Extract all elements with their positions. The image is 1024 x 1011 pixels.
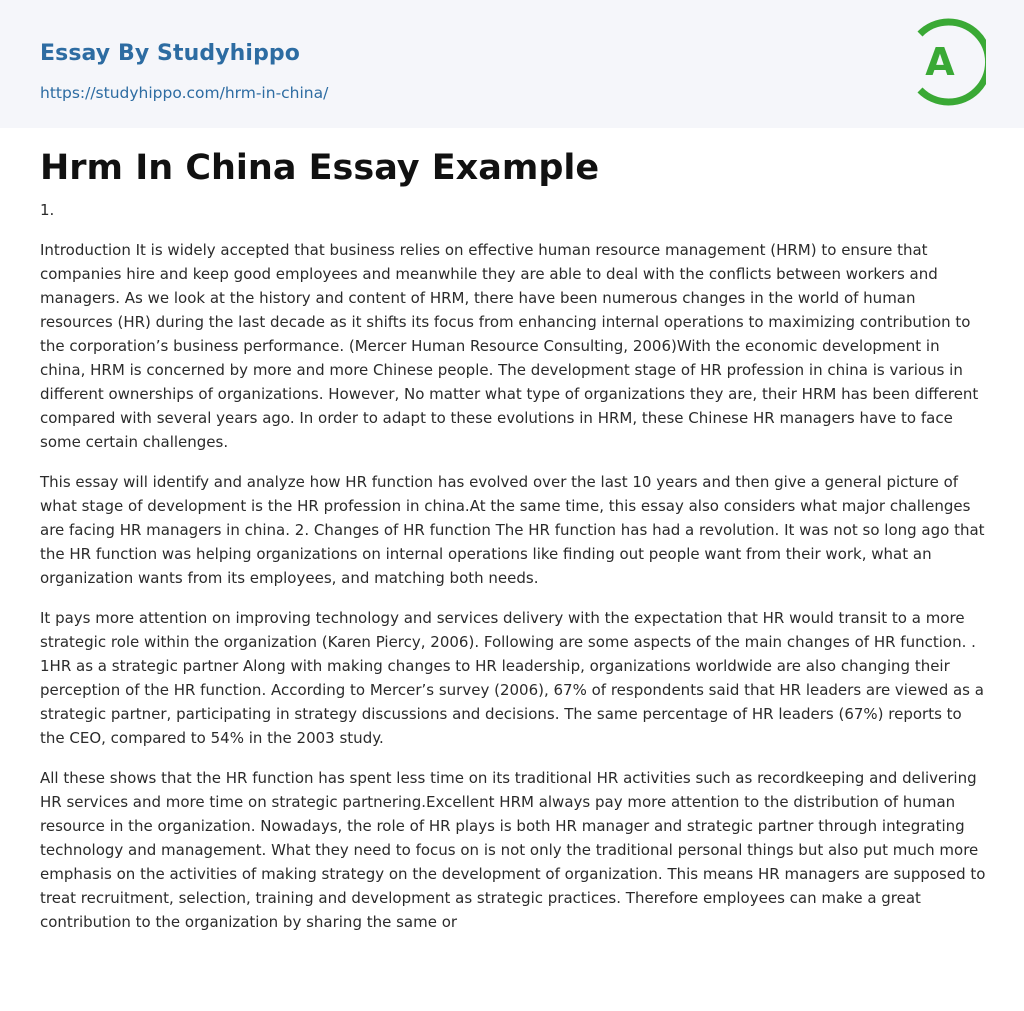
page-url-link[interactable]: https://studyhippo.com/hrm-in-china/	[40, 84, 329, 102]
site-brand[interactable]: Essay By Studyhippo	[40, 41, 300, 66]
essay-paragraph-4: All these shows that the HR function has spent less time on its traditional HR activities such as recordkeeping and delivering HR services and more time on strategic partnering.Excellent HRM always pay more attention to the distribution of human resource in the organization. Nowadays, the role of HR plays is both HR manager and strategic partner through integrating technology and management. What they need to focus on is not only the traditional personal things but also put much more emphasis on the activities of making strategy on the development of organization. This means HR managers are supposed to treat recruitment, selection, training and development as strategic practices. Therefore employees can make a great contribution to the organization by sharing the same or	[40, 769, 986, 931]
essay-paragraph-3: It pays more attention on improving technology and services delivery with the expectation that HR would transit to a more strategic role within the organization (Karen Piercy, 2006). Following are some aspects of the main changes of HR function. . 1HR as a strategic partner Along with making changes to HR leadership, organizations worldwide are also changing their perception of the HR function. According to Mercer’s survey (2006), 67% of respondents said that HR leaders are viewed as a strategic partner, participating in strategy discussions and decisions. The same percentage of HR leaders (67%) reports to the CEO, compared to 54% in the 2003 study.	[40, 609, 984, 747]
essay-content	[40, 146, 986, 934]
site-header	[0, 0, 1024, 128]
essay-paragraph-2: This essay will identify and analyze how HR function has evolved over the last 10 years and then give a general picture of what stage of development is the HR profession in china.At the same time, this essay also considers what major challenges are facing HR managers in china. 2. Changes of HR function The HR function has had a revolution. It was not so long ago that the HR function was helping organizations on internal operations like finding out people want from their work, what an organization wants from its employees, and matching both needs.	[40, 473, 985, 587]
essay-paragraph-1: Introduction It is widely accepted that business relies on effective human resource management (HRM) to ensure that companies hire and keep good employees and meanwhile they are able to deal with the conflicts between workers and managers. As we look at the history and content of HRM, there have been numerous changes in the world of human resources (HR) during the last decade as it shifts its focus from enhancing internal operations to maximizing contribution to the corporation’s business performance. (Mercer Human Resource Consulting, 2006)With the economic development in china, HRM is concerned by more and more Chinese people. The development stage of HR profession in china is various in different ownerships of organizations. However, No matter what type of organizations they are, their HRM has been different compared with several years ago. In order to adapt to these evolutions in HRM, these Chinese HR managers have to face some certain challenges.	[40, 241, 979, 451]
page-title: Hrm In China Essay Example	[40, 148, 600, 188]
logo-letter: A	[925, 40, 955, 84]
section-number: 1.	[40, 201, 55, 219]
studyhippo-logo-icon[interactable]	[912, 18, 986, 106]
